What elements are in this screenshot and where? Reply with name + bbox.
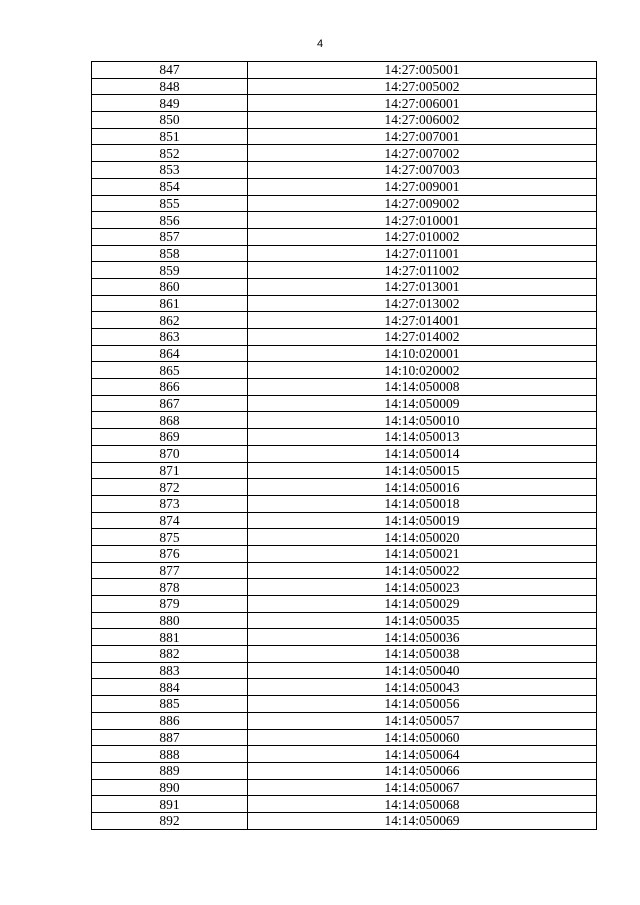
row-number-cell: 877 [92, 562, 248, 579]
cadastral-number-cell: 14:14:050040 [248, 662, 597, 679]
table-row [92, 362, 597, 379]
row-number-cell: 856 [92, 212, 248, 229]
table-row [92, 178, 597, 195]
table-row [92, 445, 597, 462]
table-row [92, 212, 597, 229]
table-row [92, 162, 597, 179]
cadastral-number-cell: 14:27:011002 [248, 262, 597, 279]
cadastral-number-cell: 14:14:050038 [248, 646, 597, 663]
table-row [92, 295, 597, 312]
row-number-cell: 869 [92, 429, 248, 446]
cadastral-number-cell: 14:14:050020 [248, 529, 597, 546]
cadastral-number-cell: 14:27:006001 [248, 95, 597, 112]
table-row [92, 95, 597, 112]
row-number-cell: 849 [92, 95, 248, 112]
cadastral-number-cell: 14:14:050015 [248, 462, 597, 479]
table-row [92, 312, 597, 329]
row-number-cell: 855 [92, 195, 248, 212]
row-number-cell: 852 [92, 145, 248, 162]
cadastral-number-cell: 14:14:050068 [248, 796, 597, 813]
row-number-cell: 884 [92, 679, 248, 696]
table-row [92, 145, 597, 162]
row-number-cell: 868 [92, 412, 248, 429]
row-number-cell: 862 [92, 312, 248, 329]
cadastral-number-cell: 14:14:050008 [248, 379, 597, 396]
table-row [92, 62, 597, 79]
table-row [92, 128, 597, 145]
table-row [92, 712, 597, 729]
row-number-cell: 876 [92, 545, 248, 562]
table-row [92, 195, 597, 212]
row-number-cell: 886 [92, 712, 248, 729]
cadastral-number-cell: 14:27:014001 [248, 312, 597, 329]
cadastral-number-cell: 14:14:050021 [248, 545, 597, 562]
table-row [92, 412, 597, 429]
table-row [92, 646, 597, 663]
table-row [92, 78, 597, 95]
table-row [92, 262, 597, 279]
row-number-cell: 888 [92, 746, 248, 763]
cadastral-number-cell: 14:14:050067 [248, 779, 597, 796]
cadastral-number-cell: 14:14:050010 [248, 412, 597, 429]
row-number-cell: 878 [92, 579, 248, 596]
row-number-cell: 867 [92, 395, 248, 412]
row-number-cell: 859 [92, 262, 248, 279]
cadastral-number-cell: 14:14:050023 [248, 579, 597, 596]
table-row [92, 462, 597, 479]
cadastral-number-cell: 14:14:050022 [248, 562, 597, 579]
row-number-cell: 865 [92, 362, 248, 379]
cadastral-number-cell: 14:14:050064 [248, 746, 597, 763]
table-row [92, 796, 597, 813]
row-number-cell: 882 [92, 646, 248, 663]
cadastral-number-cell: 14:14:050056 [248, 696, 597, 713]
table-row [92, 562, 597, 579]
row-number-cell: 864 [92, 345, 248, 362]
table-row [92, 345, 597, 362]
row-number-cell: 858 [92, 245, 248, 262]
row-number-cell: 883 [92, 662, 248, 679]
cadastral-number-cell: 14:27:011001 [248, 245, 597, 262]
row-number-cell: 881 [92, 629, 248, 646]
table-row [92, 429, 597, 446]
table-row [92, 662, 597, 679]
row-number-cell: 860 [92, 278, 248, 295]
row-number-cell: 879 [92, 596, 248, 613]
row-number-cell: 880 [92, 612, 248, 629]
page-number: 4 [316, 38, 324, 50]
table-row [92, 545, 597, 562]
row-number-cell: 891 [92, 796, 248, 813]
cadastral-number-cell: 14:27:007001 [248, 128, 597, 145]
cadastral-number-cell: 14:14:050009 [248, 395, 597, 412]
row-number-cell: 887 [92, 729, 248, 746]
cadastral-number-cell: 14:14:050018 [248, 495, 597, 512]
cadastral-number-cell: 14:14:050036 [248, 629, 597, 646]
cadastral-number-cell: 14:27:009002 [248, 195, 597, 212]
row-number-cell: 873 [92, 495, 248, 512]
cadastral-number-cell: 14:14:050029 [248, 596, 597, 613]
cadastral-number-cell: 14:27:010001 [248, 212, 597, 229]
table-row [92, 112, 597, 129]
cadastral-number-cell: 14:27:006002 [248, 112, 597, 129]
table-row [92, 228, 597, 245]
cadastral-number-cell: 14:14:050016 [248, 479, 597, 496]
cadastral-number-cell: 14:27:013001 [248, 278, 597, 295]
table-row [92, 479, 597, 496]
row-number-cell: 857 [92, 228, 248, 245]
table-row [92, 395, 597, 412]
cadastral-number-cell: 14:27:007003 [248, 162, 597, 179]
cadastral-number-cell: 14:14:050069 [248, 812, 597, 829]
row-number-cell: 854 [92, 178, 248, 195]
table-row [92, 679, 597, 696]
row-number-cell: 863 [92, 329, 248, 346]
row-number-cell: 871 [92, 462, 248, 479]
row-number-cell: 870 [92, 445, 248, 462]
table-row [92, 379, 597, 396]
cadastral-number-cell: 14:14:050057 [248, 712, 597, 729]
row-number-cell: 872 [92, 479, 248, 496]
cadastral-number-cell: 14:27:014002 [248, 329, 597, 346]
table-row [92, 779, 597, 796]
table-row [92, 596, 597, 613]
table-row [92, 579, 597, 596]
table-row [92, 329, 597, 346]
cadastral-number-cell: 14:27:010002 [248, 228, 597, 245]
table-row [92, 812, 597, 829]
cadastral-number-cell: 14:27:009001 [248, 178, 597, 195]
cadastral-number-cell: 14:27:005001 [248, 62, 597, 79]
table-row [92, 612, 597, 629]
row-number-cell: 851 [92, 128, 248, 145]
cadastral-number-cell: 14:14:050035 [248, 612, 597, 629]
table-row [92, 629, 597, 646]
cadastral-number-cell: 14:27:007002 [248, 145, 597, 162]
cadastral-number-cell: 14:14:050013 [248, 429, 597, 446]
row-number-cell: 885 [92, 696, 248, 713]
cadastral-number-cell: 14:14:050060 [248, 729, 597, 746]
row-number-cell: 866 [92, 379, 248, 396]
cadastral-number-cell: 14:10:020001 [248, 345, 597, 362]
cadastral-number-cell: 14:14:050043 [248, 679, 597, 696]
table-row [92, 696, 597, 713]
row-number-cell: 890 [92, 779, 248, 796]
row-number-cell: 853 [92, 162, 248, 179]
table-row [92, 762, 597, 779]
cadastral-number-cell: 14:27:005002 [248, 78, 597, 95]
table-row [92, 746, 597, 763]
table-row [92, 245, 597, 262]
cadastral-number-cell: 14:14:050066 [248, 762, 597, 779]
row-number-cell: 892 [92, 812, 248, 829]
row-number-cell: 847 [92, 62, 248, 79]
cadastral-number-cell: 14:10:020002 [248, 362, 597, 379]
cadastral-number-cell: 14:14:050019 [248, 512, 597, 529]
row-number-cell: 850 [92, 112, 248, 129]
row-number-cell: 889 [92, 762, 248, 779]
table-row [92, 529, 597, 546]
table-row [92, 512, 597, 529]
cadastral-number-cell: 14:27:013002 [248, 295, 597, 312]
row-number-cell: 874 [92, 512, 248, 529]
row-number-cell: 875 [92, 529, 248, 546]
table-row [92, 278, 597, 295]
row-number-cell: 848 [92, 78, 248, 95]
row-number-cell: 861 [92, 295, 248, 312]
registry-table-body [92, 62, 597, 830]
table-row [92, 495, 597, 512]
registry-table [91, 61, 597, 830]
cadastral-number-cell: 14:14:050014 [248, 445, 597, 462]
table-row [92, 729, 597, 746]
